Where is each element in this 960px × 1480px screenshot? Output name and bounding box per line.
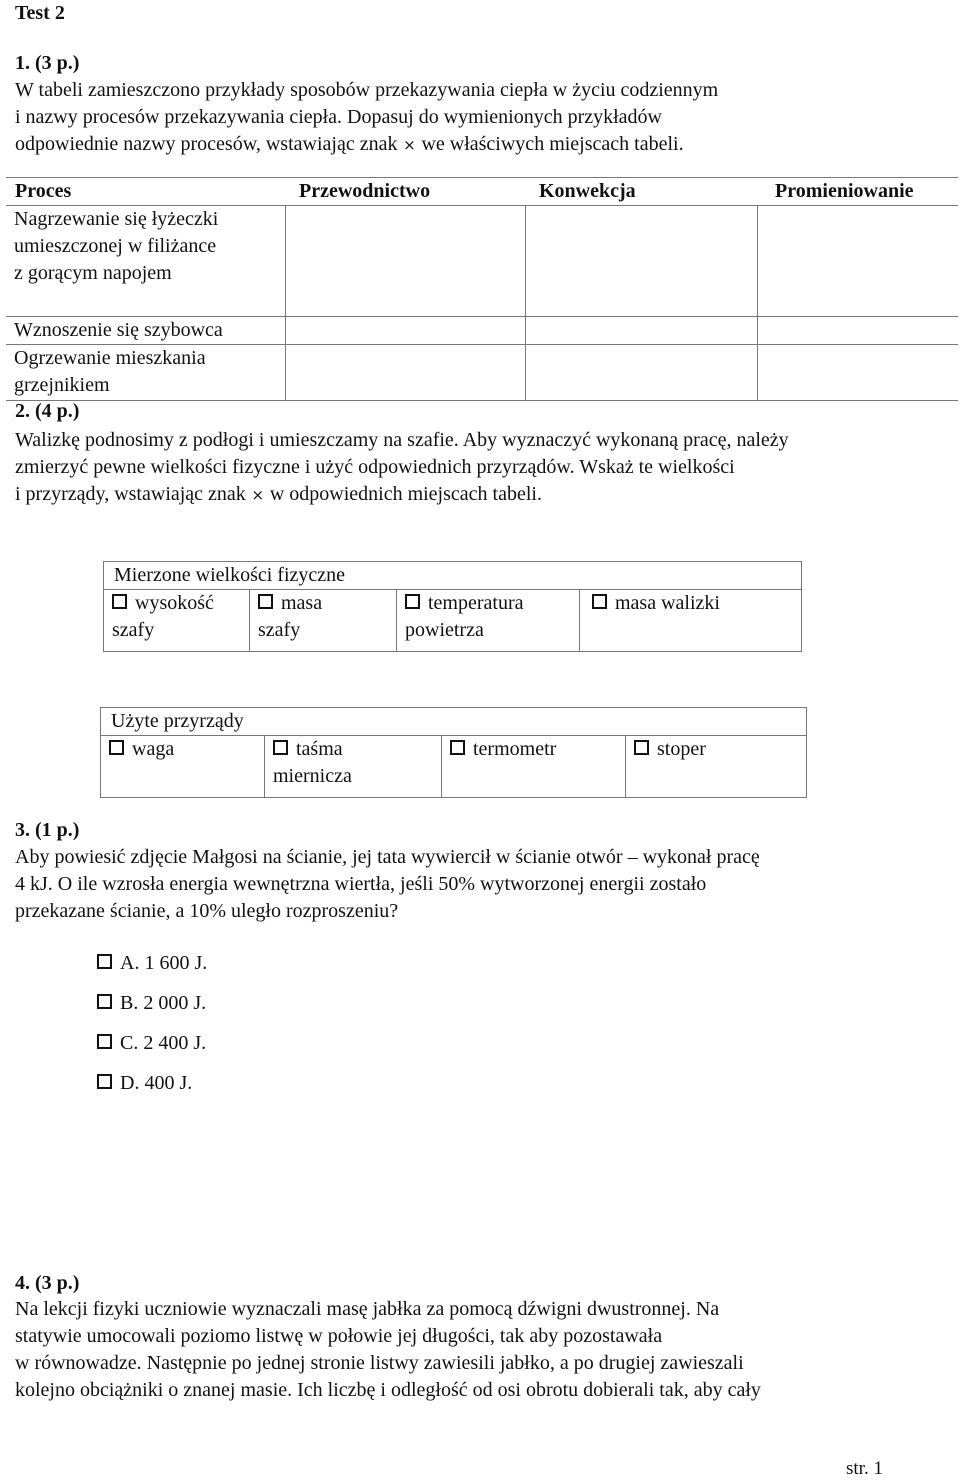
option-line: szafy (258, 619, 301, 641)
process-cell (6, 317, 285, 345)
option-line: miernicza (273, 765, 352, 787)
text-line: przekazane ścianie, a 10% uległo rozproszeniu? (15, 900, 399, 922)
text-segment: i przyrządy, wstawiając znak (15, 483, 246, 505)
instruments-header-text: Użyte przyrządy (111, 710, 244, 732)
answer-option[interactable] (97, 990, 206, 1017)
option-line: powietrza (405, 619, 484, 641)
table-row (6, 317, 958, 345)
process-cell (6, 206, 285, 317)
table-header-row (6, 178, 958, 206)
text-line: w równowadze. Następnie po jednej stronie listwy zawiesili jabłko, a po drugiej zawieszali (15, 1352, 744, 1374)
option-line (588, 590, 801, 617)
answer-cell[interactable] (525, 206, 757, 317)
process-cell (6, 345, 285, 401)
checkbox-icon[interactable] (592, 594, 607, 609)
question-4-number: 4. (3 p.) (15, 1272, 80, 1294)
instruments-header (101, 708, 807, 736)
quantities-header: Mierzone wielkości fizyczne (104, 562, 802, 590)
option-line (450, 736, 625, 763)
option-line (273, 736, 441, 763)
instrument-option[interactable] (626, 736, 807, 798)
option-line (109, 736, 264, 763)
text-segment: odpowiednie nazwy procesów, wstawiając znak (15, 133, 398, 155)
checkbox-icon[interactable] (97, 954, 112, 969)
text-line: 4 kJ. O ile wzrosła energia wewnętrzna wiertła, jeśli 50% wytworzonej energii zostało (15, 873, 707, 895)
page-number: str. 1 (846, 1458, 883, 1479)
answer-cell[interactable] (525, 317, 757, 345)
option-label: termometr (473, 738, 557, 760)
option-line (112, 590, 249, 617)
question-4-text (15, 1296, 950, 1404)
option-line (258, 590, 396, 617)
cell-line: z gorącym napojem (14, 262, 172, 284)
answer-cell[interactable] (285, 206, 525, 317)
option-line (405, 590, 579, 617)
question-2-number: 2. (4 p.) (15, 400, 80, 422)
quantities-table (103, 561, 802, 652)
header-process: Proces (6, 178, 285, 206)
answer-option[interactable] (97, 950, 207, 977)
question-1-text (15, 77, 945, 159)
answer-option[interactable] (97, 1030, 206, 1057)
instruments-table (100, 707, 807, 798)
instrument-option[interactable] (265, 736, 442, 798)
table-row (6, 206, 958, 317)
checkbox-icon[interactable] (97, 994, 112, 1009)
header-radiation: Promieniowanie (757, 178, 958, 206)
text-line: i nazwy procesów przekazywania ciepła. Dopasuj do wymienionych przykładów (15, 106, 663, 128)
text-line: kolejno obciążniki o znanej masie. Ich liczbę i odległość od osi obrotu dobierali tak, aby cały (15, 1379, 761, 1401)
checkbox-icon[interactable] (273, 740, 288, 755)
page-title: Test 2 (15, 2, 65, 24)
text-line (15, 481, 950, 509)
checkbox-icon[interactable] (112, 594, 127, 609)
question-1-number: 1. (3 p.) (15, 52, 80, 74)
cell-line: grzejnikiem (14, 374, 110, 396)
answer-cell[interactable] (285, 345, 525, 401)
option-label: D. 400 J. (120, 1072, 193, 1094)
checkbox-icon[interactable] (109, 740, 124, 755)
question-2-text (15, 427, 950, 509)
option-line: szafy (112, 619, 155, 641)
checkbox-icon[interactable] (634, 740, 649, 755)
answer-cell[interactable] (285, 317, 525, 345)
table-row (6, 345, 958, 401)
cross-mark-icon: × (403, 136, 416, 154)
text-line: Walizkę podnosimy z podłogi i umieszczamy na szafie. Aby wyznaczyć wykonaną pracę, należy (15, 429, 789, 451)
option-label: masa (281, 592, 323, 614)
quantity-option[interactable] (580, 590, 802, 652)
text-line: Na lekcji fizyki uczniowie wyznaczali masę jabłka za pomocą dźwigni dwustronnej. Na (15, 1298, 720, 1320)
heat-transfer-table (6, 177, 958, 401)
option-label: temperatura (428, 592, 524, 614)
option-label: stoper (657, 738, 706, 760)
quantity-option[interactable] (397, 590, 580, 652)
checkbox-icon[interactable] (97, 1074, 112, 1089)
checkbox-icon[interactable] (97, 1034, 112, 1049)
text-line: W tabeli zamieszczono przykłady sposobów przekazywania ciepła w życiu codziennym (15, 79, 719, 101)
option-label: C. 2 400 J. (120, 1032, 207, 1054)
checkbox-icon[interactable] (405, 594, 420, 609)
text-line: zmierzyć pewne wielkości fizyczne i użyć odpowiednich przyrządów. Wskaż te wielkości (15, 456, 735, 478)
answer-cell[interactable] (525, 345, 757, 401)
instrument-option[interactable] (442, 736, 626, 798)
checkbox-icon[interactable] (258, 594, 273, 609)
option-label: taśma (296, 738, 343, 760)
text-line: Aby powiesić zdjęcie Małgosi na ścianie, jej tata wywiercił w ścianie otwór – wykonał pracę (15, 846, 760, 868)
cell-line: Ogrzewanie mieszkania (14, 347, 206, 369)
answer-cell[interactable] (757, 345, 958, 401)
text-line (15, 131, 945, 159)
text-line: statywie umocowali poziomo listwę w połowie jej długości, tak aby pozostawała (15, 1325, 663, 1347)
checkbox-icon[interactable] (450, 740, 465, 755)
text-segment: we właściwych miejscach tabeli. (421, 133, 684, 155)
option-label: B. 2 000 J. (120, 992, 207, 1014)
question-3-number: 3. (1 p.) (15, 819, 80, 841)
cell-line: umieszczonej w filiżance (14, 235, 217, 257)
quantity-option[interactable] (250, 590, 397, 652)
option-label: wysokość (135, 592, 214, 614)
answer-cell[interactable] (757, 206, 958, 317)
option-label: A. 1 600 J. (120, 952, 208, 974)
option-label: masa walizki (615, 592, 720, 614)
cell-line: Nagrzewanie się łyżeczki (14, 208, 219, 230)
answer-cell[interactable] (757, 317, 958, 345)
cell-line: Wznoszenie się szybowca (14, 319, 223, 341)
header-conduction: Przewodnictwo (285, 178, 525, 206)
answer-option[interactable] (97, 1070, 192, 1097)
quantity-option[interactable] (104, 590, 250, 652)
cross-mark-icon: × (251, 486, 265, 504)
option-label: waga (132, 738, 175, 760)
header-convection: Konwekcja (525, 178, 757, 206)
option-line (634, 736, 806, 763)
instrument-option[interactable] (101, 736, 265, 798)
text-segment: w odpowiednich miejscach tabeli. (269, 483, 542, 505)
question-3-text (15, 844, 950, 925)
